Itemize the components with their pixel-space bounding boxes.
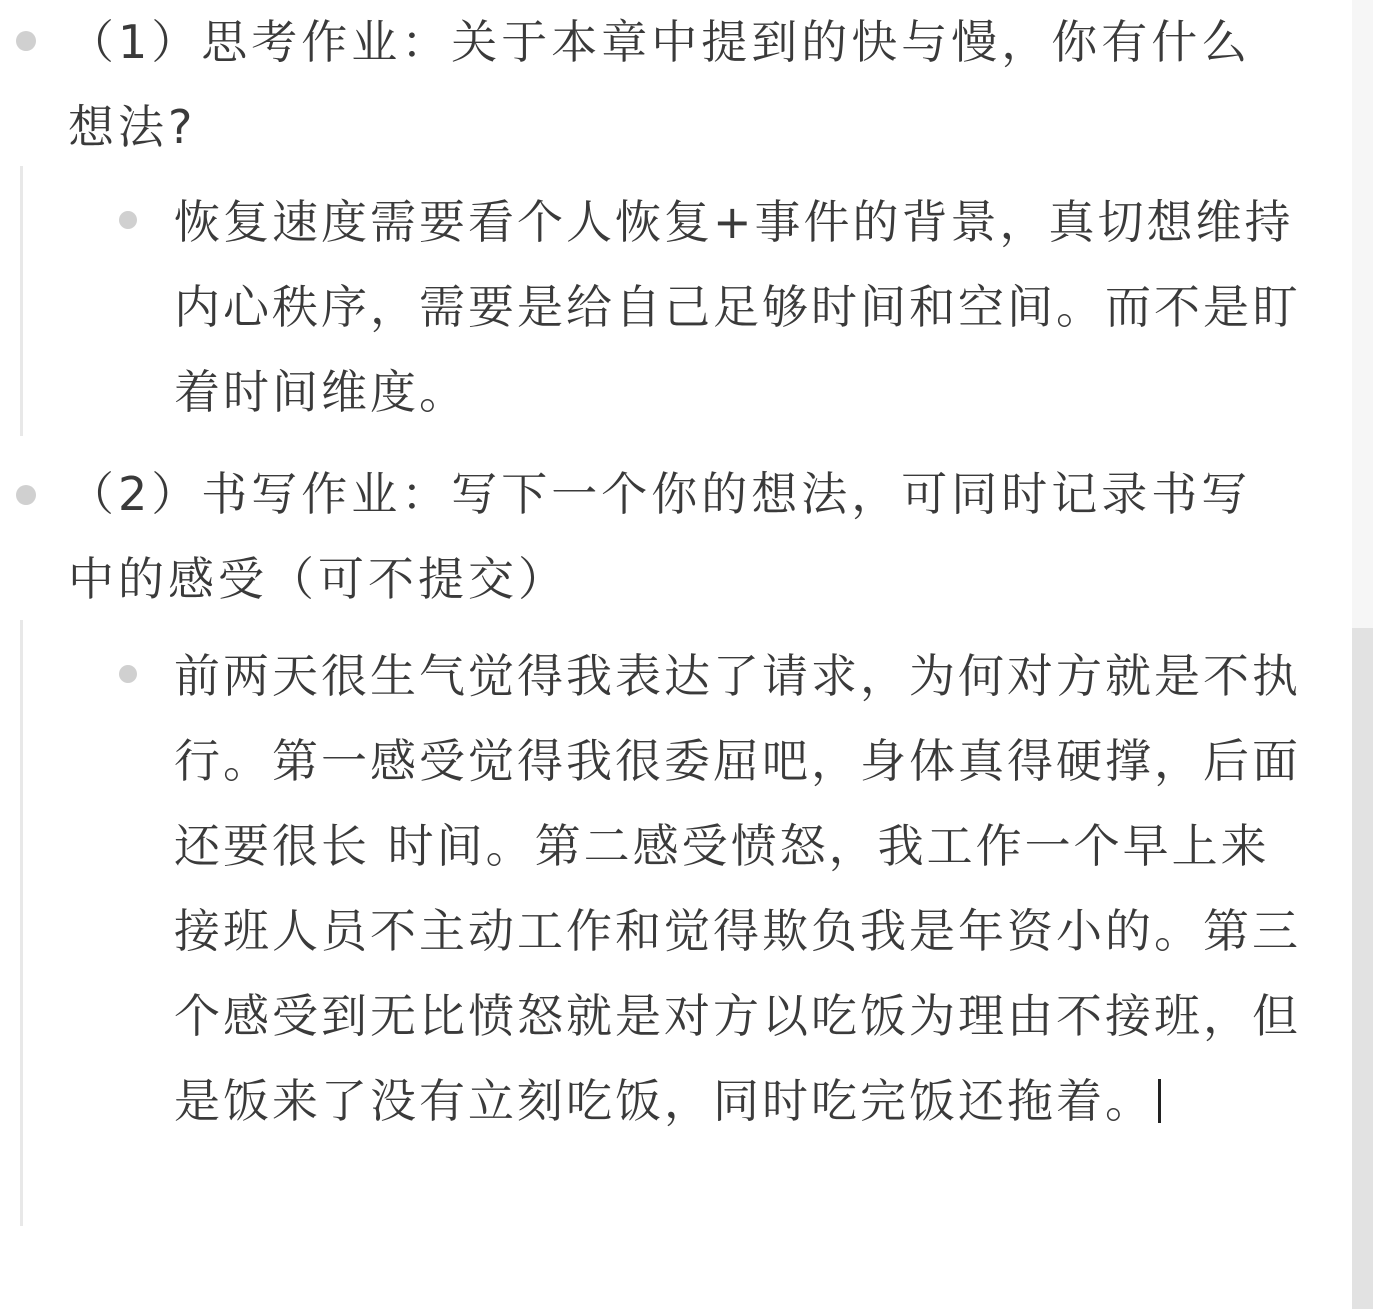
bullet-dot-icon[interactable] — [119, 665, 137, 683]
outline-item-2-child-1-text: 前两天很生气觉得我表达了请求，为何对方就是不执行。第一感受觉得我很委屈吧，身体真得硬撑，后面还要很长 时间。第二感受愤怒，我工作一个早上来接班人员不主动工作和觉得欺负我是年资小的。第三个感受到无比愤怒就是对方以吃饭为理由不接班，但是饭来了没有立刻吃饭，同时吃完饭还拖着。 — [174, 649, 1301, 1128]
outline-item-2-child-1[interactable] — [174, 634, 1314, 1144]
bullet-dot-icon[interactable] — [16, 485, 36, 505]
bullet-dot-icon[interactable] — [16, 31, 36, 51]
outline-item-1[interactable]: （1）思考作业：关于本章中提到的快与慢，你有什么想法? — [68, 15, 1252, 154]
text-cursor — [1158, 1079, 1161, 1123]
outline-item-1-child-1[interactable]: 恢复速度需要看个人恢复+事件的背景，真切想维持内心秩序，需要是给自己足够时间和空间。而不是盯着时间维度。 — [174, 195, 1301, 419]
scrollbar-thumb[interactable] — [1352, 628, 1373, 1309]
bullet-dot-icon[interactable] — [119, 211, 137, 229]
indent-guide — [20, 166, 23, 436]
indent-guide — [20, 620, 23, 1226]
outline-item-2[interactable]: （2）书写作业：写下一个你的想法，可同时记录书写中的感受（可不提交） — [68, 467, 1252, 606]
